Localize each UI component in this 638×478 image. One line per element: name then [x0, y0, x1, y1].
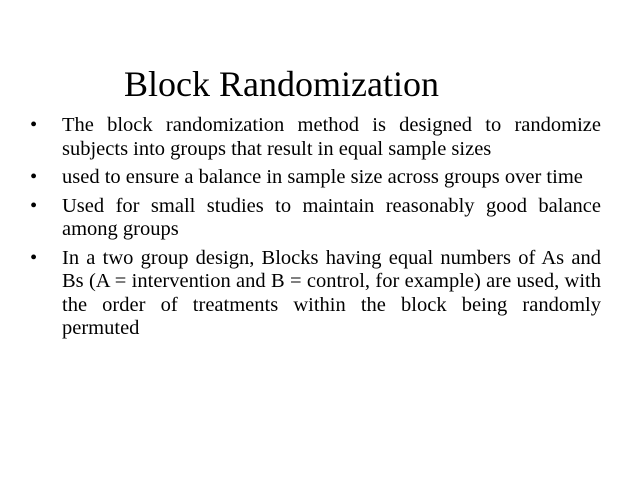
- bullet-text: Used for small studies to maintain reasonably good balance among groups: [62, 194, 601, 240]
- bullet-text: The block randomization method is designed to randomize subjects into groups that result in equal sample sizes: [62, 114, 601, 160]
- bullet-item: [30, 195, 601, 242]
- bullet-icon: •: [30, 166, 38, 188]
- bullet-item: [30, 247, 601, 341]
- bullet-icon: •: [30, 114, 38, 136]
- bullet-text: In a two group design, Blocks having equal numbers of As and Bs (A = intervention and B = control, for example) are used, with the order of treatments within the block being randomly permuted: [62, 246, 601, 339]
- bullet-icon: •: [30, 246, 38, 269]
- bullet-item: [30, 114, 601, 161]
- bullet-icon: •: [30, 194, 38, 217]
- slide-title: Block Randomization: [124, 64, 439, 104]
- bullet-item: [30, 166, 601, 190]
- bullet-text: used to ensure a balance in sample size across groups over time: [62, 166, 583, 188]
- bullet-list: [30, 114, 601, 346]
